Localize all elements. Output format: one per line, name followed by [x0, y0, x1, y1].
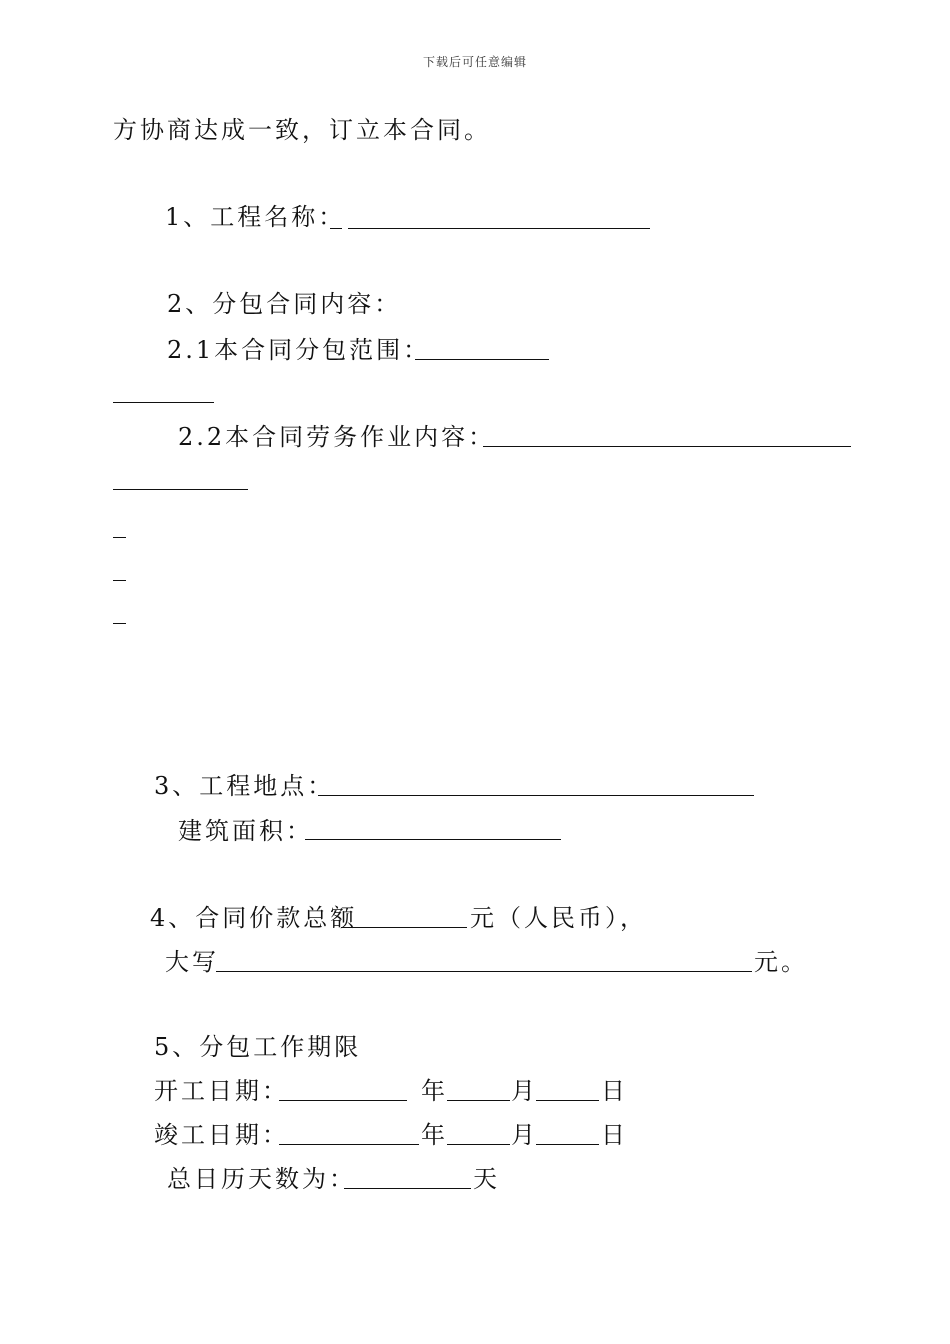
blank-line-dash-2 — [113, 580, 126, 581]
project-name-dash — [330, 228, 342, 229]
subcontract-scope-label: 2.1本合同分包范围： — [167, 336, 431, 364]
total-days-unit: 天 — [473, 1165, 500, 1193]
completion-month-unit: 月 — [511, 1121, 538, 1149]
labor-work-content-field-continued[interactable] — [113, 489, 248, 490]
labor-work-content-field[interactable] — [483, 446, 851, 447]
building-area-label: 建筑面积： — [178, 817, 313, 845]
start-year-unit: 年 — [421, 1077, 448, 1105]
intro-paragraph: 方协商达成一致，订立本合同。 — [113, 116, 491, 144]
labor-work-content-label: 2.2本合同劳务作业内容： — [178, 423, 496, 451]
blank-line-dash-3 — [113, 623, 126, 624]
completion-year-field[interactable] — [279, 1144, 419, 1145]
building-area-field[interactable] — [305, 839, 561, 840]
contract-price-label: 4、合同价款总额 — [150, 904, 358, 932]
completion-day-field[interactable] — [536, 1144, 599, 1145]
start-day-field[interactable] — [536, 1100, 599, 1101]
subcontract-scope-field-continued[interactable] — [113, 402, 214, 403]
subcontract-content-heading: 2、分包合同内容： — [167, 290, 402, 318]
completion-year-unit: 年 — [421, 1121, 448, 1149]
start-year-field[interactable] — [279, 1100, 407, 1101]
work-period-heading: 5、分包工作期限 — [154, 1033, 362, 1061]
total-days-label: 总日历天数为： — [167, 1165, 356, 1193]
completion-month-field[interactable] — [447, 1144, 510, 1145]
start-month-unit: 月 — [511, 1077, 538, 1105]
contract-price-unit: 元（人民币）， — [470, 904, 647, 932]
start-month-field[interactable] — [447, 1100, 510, 1101]
total-days-field[interactable] — [344, 1188, 471, 1189]
start-date-label: 开工日期： — [154, 1077, 289, 1105]
page-header: 下载后可任意编辑 — [422, 55, 527, 69]
subcontract-scope-field[interactable] — [415, 359, 549, 360]
capital-amount-unit: 元。 — [754, 948, 808, 976]
project-location-field[interactable] — [318, 795, 754, 796]
start-day-unit: 日 — [601, 1077, 628, 1105]
project-name-row — [165, 202, 345, 232]
contract-price-field[interactable] — [341, 927, 467, 928]
project-name-label: 1、工程名称： — [165, 203, 346, 231]
completion-day-unit: 日 — [601, 1121, 628, 1149]
project-name-field[interactable] — [348, 228, 650, 229]
completion-date-label: 竣工日期： — [154, 1121, 289, 1149]
blank-line-dash-1 — [113, 537, 126, 538]
capital-amount-label: 大写 — [165, 948, 219, 976]
capital-amount-field[interactable] — [216, 971, 752, 972]
project-location-label: 3、工程地点： — [154, 772, 335, 800]
